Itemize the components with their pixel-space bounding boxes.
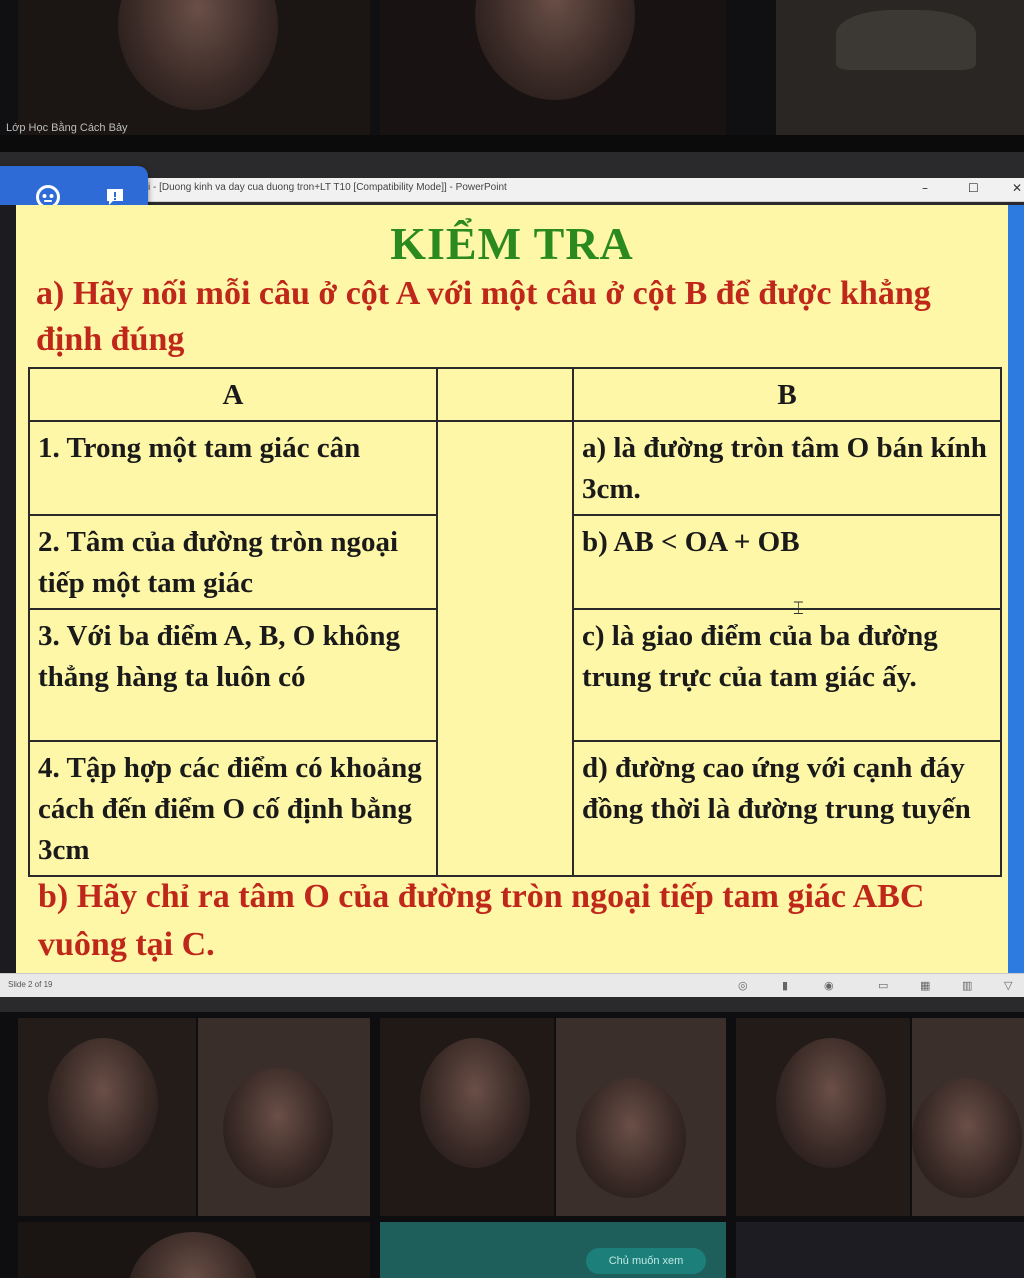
participant-strip-top <box>0 0 1024 135</box>
cell-b: c) là giao điểm của ba đường trung trực của tam giác ấy. <box>573 609 1001 741</box>
close-button[interactable]: ✕ <box>1012 181 1023 195</box>
header-col-mid <box>437 368 573 421</box>
header-col-a: A <box>29 368 437 421</box>
participant-strip-bottom <box>0 1012 1024 1278</box>
reading-view-icon[interactable]: ▥ <box>962 979 973 992</box>
slide-canvas <box>16 205 1008 973</box>
maximize-button[interactable]: ☐ <box>968 181 979 195</box>
table-row <box>29 421 1001 515</box>
comments-icon[interactable]: ◉ <box>824 979 834 992</box>
header-col-b: B <box>573 368 1001 421</box>
participant-tile[interactable] <box>18 0 370 135</box>
cell-mid <box>437 421 573 876</box>
question-b: b) Hãy chỉ ra tâm O của đường tròn ngoại tiếp tam giác ABC vuông tại C. <box>38 878 925 963</box>
participant-tile[interactable] <box>380 1018 554 1216</box>
participant-tile[interactable] <box>912 1018 1024 1216</box>
meeting-label: Lớp Học Bằng Cách Bảy <box>6 122 128 134</box>
participant-tile[interactable] <box>556 1018 726 1216</box>
cell-b: b) AB < OA + OB <box>573 515 1001 609</box>
cell-b: a) là đường tròn tâm O bán kính 3cm. <box>573 421 1001 515</box>
participant-tile[interactable] <box>18 1222 370 1278</box>
participant-tile[interactable] <box>380 0 726 135</box>
slide-number: Slide 2 of 19 <box>8 980 53 989</box>
slide-title: KIỂM TRA <box>390 218 634 269</box>
participant-name-chip: Chủ muốn xem <box>586 1248 706 1274</box>
participant-tile[interactable] <box>198 1018 370 1216</box>
slide-sorter-icon[interactable]: ▦ <box>920 979 931 992</box>
mouse-cursor-icon: ⌶ <box>793 598 804 619</box>
cell-a: 3. Với ba điểm A, B, O không thẳng hàng ta luôn có <box>29 609 437 741</box>
normal-view-icon[interactable]: ▭ <box>878 979 889 992</box>
participant-tile[interactable] <box>736 1222 1024 1278</box>
notes-icon[interactable]: ▮ <box>782 979 789 992</box>
cell-b: d) đường cao ứng với cạnh đáy đồng thời là đường trung tuyến <box>573 741 1001 876</box>
participant-tile[interactable] <box>18 1018 196 1216</box>
participant-tile[interactable] <box>736 1018 910 1216</box>
cell-a: 1. Trong một tam giác cân <box>29 421 437 515</box>
powerpoint-titlebar <box>0 178 1024 202</box>
question-a: a) Hãy nối mỗi câu ở cột A với một câu ở cột B để được khẳng định đúng <box>36 275 931 358</box>
matching-table <box>28 367 1002 877</box>
slide-frame-right <box>1008 205 1024 973</box>
table-header-row <box>29 368 1001 421</box>
cell-a: 4. Tập hợp các điểm có khoảng cách đến điểm O cố định bằng 3cm <box>29 741 437 876</box>
window-title: i - [Duong kinh va day cua duong tron+LT T10 [Compatibility Mode]] - PowerPoint <box>148 182 507 193</box>
minimize-button[interactable]: – <box>922 181 928 195</box>
participant-tile[interactable] <box>776 0 1024 135</box>
cell-a: 2. Tâm của đường tròn ngoại tiếp một tam giác <box>29 515 437 609</box>
slide-frame-left <box>0 205 16 973</box>
accessibility-icon[interactable]: ◎ <box>738 979 748 992</box>
powerpoint-statusbar <box>0 973 1024 997</box>
slideshow-icon[interactable]: ▽ <box>1004 979 1013 992</box>
